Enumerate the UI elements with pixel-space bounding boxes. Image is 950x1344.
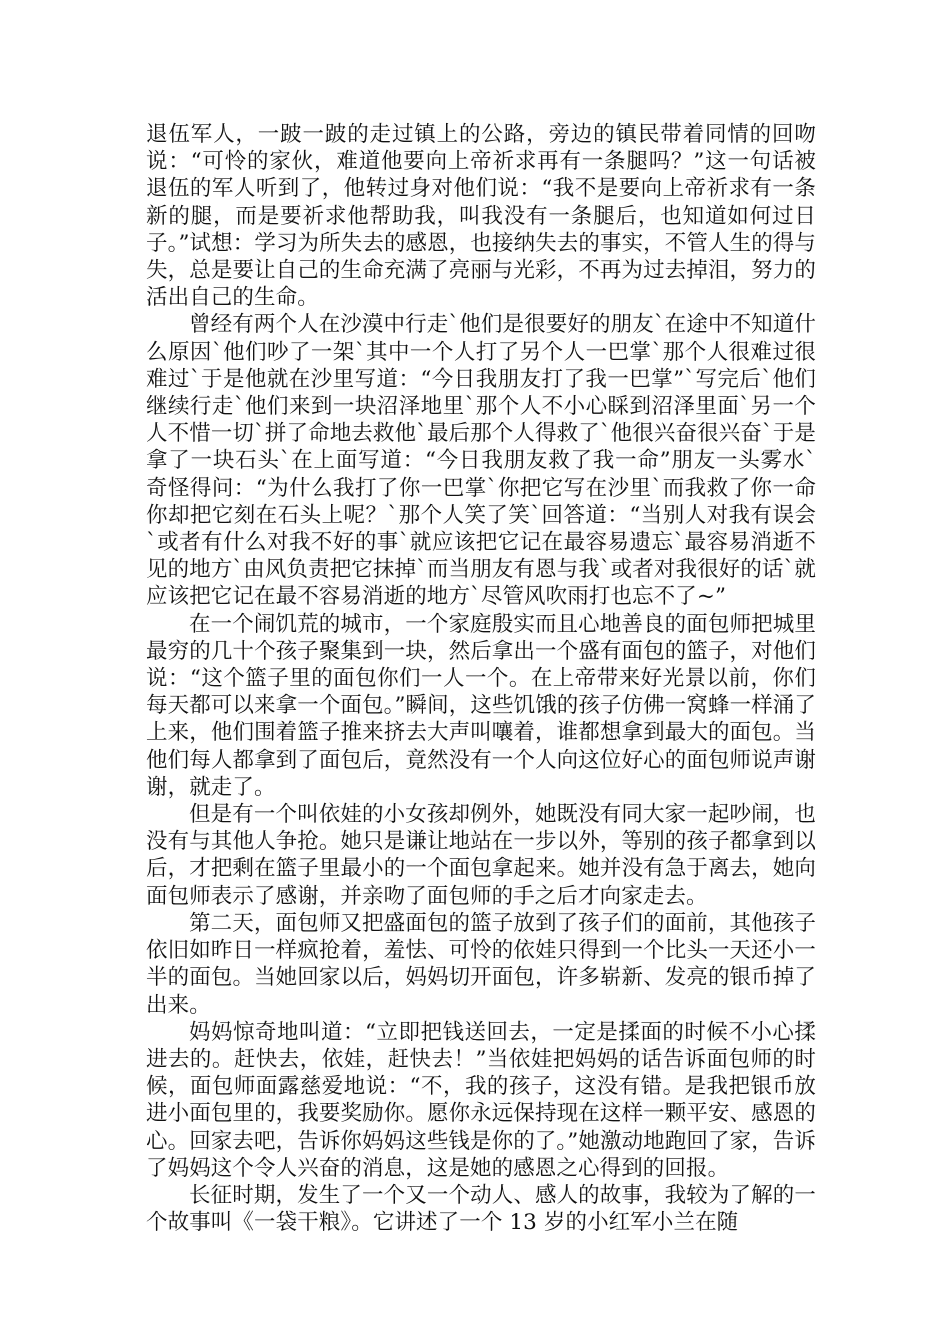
- paragraph-long-march: 长征时期，发生了一个又一个动人、感人的故事，我较为了解的一个故事叫《一袋干粮》。它讲述了一个 13 岁的小红军小兰在随: [146, 1182, 816, 1236]
- paragraph-veteran: 退伍军人，一跛一跛的走过镇上的公路，旁边的镇民带着同情的回吻说：“可怜的家伙，难道他要向上帝祈求再有一条腿吗？”这一句话被退伍的军人听到了，他转过身对他们说：“我不是要向上帝祈求有一条新的腿，而是要祈求他帮助我，叫我没有一条腿后，也知道如何过日子。”试想：学习为所失去的感恩，也接纳失去的事实，不管人生的得与失，总是要让自己的生命充满了亮丽与光彩，不再为过去掉泪，努力的活出自己的生命。: [146, 122, 816, 311]
- paragraph-silver-coins: 妈妈惊奇地叫道：“立即把钱送回去，一定是揉面的时候不小心揉进去的。赶快去，依娃，赶快去！”当依娃把妈妈的话告诉面包师的时候，面包师面露慈爱地说：“不，我的孩子，这没有错。是我把银币放进小面包里的，我要奖励你。愿你永远保持现在这样一颗平安、感恩的心。回家去吧，告诉你妈妈这些钱是你的了。”她激动地跑回了家，告诉了妈妈这个令人兴奋的消息，这是她的感恩之心得到的回报。: [146, 1019, 816, 1181]
- paragraph-eva: 但是有一个叫依娃的小女孩却例外，她既没有同大家一起吵闹，也没有与其他人争抢。她只是谦让地站在一步以外，等别的孩子都拿到以后，才把剩在篮子里最小的一个面包拿起来。她并没有急于离去，她向面包师表示了感谢，并亲吻了面包师的手之后才向家走去。: [146, 802, 816, 909]
- paragraph-second-day: 第二天，面包师又把盛面包的篮子放到了孩子们的面前，其他孩子依旧如昨日一样疯抢着，羞怯、可怜的依娃只得到一个比头一天还小一半的面包。当她回家以后，妈妈切开面包，许多崭新、发亮的银币掉了出来。: [146, 910, 816, 1018]
- body-text: [146, 121, 816, 1236]
- paragraph-desert-friends: 曾经有两个人在沙漠中行走`他们是很要好的朋友`在途中不知道什么原因`他们吵了一架`其中一个人打了另个人一巴掌`那个人很难过很难过`于是他就在沙里写道：“今日我朋友打了我一巴掌”`写完后`他们继续行走`他们来到一块沼泽地里`那个人不小心睬到沼泽里面`另一个人不惜一切`拼了命地去救他`最后那个人得救了`他很兴奋很兴奋`于是拿了一块石头`在上面写道：“今日我朋友救了我一命”朋友一头雾水`奇怪得问：“为什么我打了你一巴掌`你把它写在沙里`而我救了你一命你却把它刻在石头上呢？`那个人笑了笑`回答道：“当别人对我有误会`或者有什么对我不好的事`就应该把它记在最容易遗忘`最容易消逝不见的地方`由风负责把它抹掉`而当朋友有恩与我`或者对我很好的话`就应该把它记在最不容易消逝的地方`尽管风吹雨打也忘不了~”: [146, 312, 816, 610]
- paragraph-famine-baker: 在一个闹饥荒的城市，一个家庭殷实而且心地善良的面包师把城里最穷的几十个孩子聚集到一块，然后拿出一个盛有面包的篮子，对他们说：“这个篮子里的面包你们一人一个。在上帝带来好光景以前，你们每天都可以来拿一个面包。”瞬间，这些饥饿的孩子仿佛一窝蜂一样涌了上来，他们围着篮子推来挤去大声叫嚷着，谁都想拿到最大的面包。当他们每人都拿到了面包后，竟然没有一个人向这位好心的面包师说声谢谢，就走了。: [146, 611, 816, 800]
